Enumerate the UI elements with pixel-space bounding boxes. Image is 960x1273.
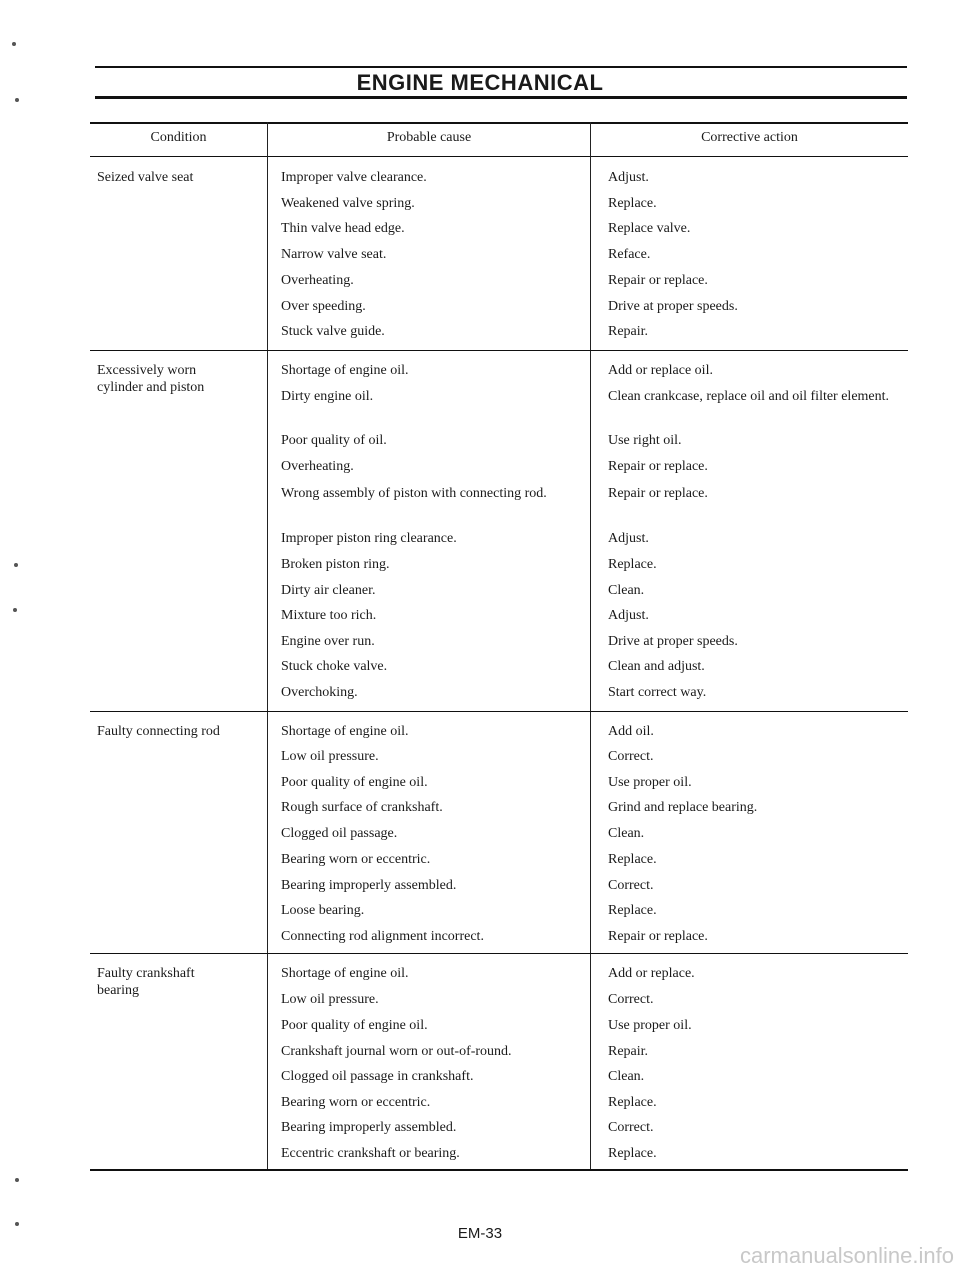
action-text: Add oil. [608, 724, 654, 739]
condition-label: Faulty connecting rod [97, 724, 220, 739]
cause-text: Overheating. [281, 459, 354, 474]
cause-text: Overchoking. [281, 685, 358, 700]
action-text: Reface. [608, 247, 651, 262]
action-text: Repair or replace. [608, 273, 708, 288]
cause-text: Low oil pressure. [281, 992, 379, 1007]
cause-text: Improper piston ring clearance. [281, 531, 457, 546]
cause-text: Engine over run. [281, 634, 375, 649]
table-top-rule [90, 122, 908, 124]
cause-text: Bearing improperly assembled. [281, 878, 457, 893]
action-text: Use right oil. [608, 433, 682, 448]
cause-text: Rough surface of crankshaft. [281, 800, 443, 815]
cause-text: Shortage of engine oil. [281, 363, 409, 378]
cause-text: Clogged oil passage. [281, 826, 398, 841]
cause-text: Loose bearing. [281, 903, 365, 918]
action-text: Use proper oil. [608, 1018, 692, 1033]
column-divider-1 [267, 122, 268, 1170]
cause-text: Thin valve head edge. [281, 221, 405, 236]
cause-text: Improper valve clearance. [281, 170, 427, 185]
cause-text: Bearing improperly assembled. [281, 1120, 457, 1135]
cause-text: Stuck choke valve. [281, 659, 388, 674]
cause-text: Weakened valve spring. [281, 196, 415, 211]
cause-text: Poor quality of engine oil. [281, 775, 428, 790]
title-bottom-rule [95, 96, 907, 99]
title-top-rule [95, 66, 907, 68]
action-text: Replace. [608, 903, 657, 918]
cause-text: Dirty air cleaner. [281, 583, 376, 598]
header-condition: Condition [150, 130, 207, 145]
action-text: Correct. [608, 1120, 654, 1135]
condition-label: Faulty crankshaft bearing [97, 966, 195, 998]
cause-text: Dirty engine oil. [281, 389, 374, 404]
group-separator [90, 350, 908, 351]
cause-text: Wrong assembly of piston with connecting rod. [281, 486, 547, 501]
cause-text: Connecting rod alignment incorrect. [281, 929, 484, 944]
cause-text: Broken piston ring. [281, 557, 390, 572]
action-text: Start correct way. [608, 685, 707, 700]
cause-text: Shortage of engine oil. [281, 724, 409, 739]
watermark: carmanualsonline.info [739, 1243, 954, 1268]
action-text: Clean. [608, 826, 645, 841]
action-text: Correct. [608, 992, 654, 1007]
scan-speck [15, 98, 19, 102]
cause-text: Bearing worn or eccentric. [281, 1095, 431, 1110]
action-text: Correct. [608, 878, 654, 893]
action-text: Replace. [608, 1146, 657, 1161]
action-text: Correct. [608, 749, 654, 764]
action-text: Clean. [608, 1069, 645, 1084]
cause-text: Stuck valve guide. [281, 324, 385, 339]
action-text: Replace. [608, 852, 657, 867]
action-text: Clean and adjust. [608, 659, 705, 674]
cause-text: Eccentric crankshaft or bearing. [281, 1146, 460, 1161]
scan-speck [12, 42, 16, 46]
page-title: ENGINE MECHANICAL [356, 70, 604, 95]
page-number: EM-33 [457, 1225, 503, 1242]
scan-speck [14, 563, 18, 567]
header-bottom-rule [90, 156, 908, 157]
cause-text: Poor quality of engine oil. [281, 1018, 428, 1033]
action-text: Replace. [608, 196, 657, 211]
column-divider-2 [590, 122, 591, 1170]
condition-label: Seized valve seat [97, 170, 194, 185]
action-text: Drive at proper speeds. [608, 634, 738, 649]
header-corrective-action: Corrective action [701, 130, 798, 145]
action-text: Repair or replace. [608, 486, 708, 501]
cause-text: Poor quality of oil. [281, 433, 387, 448]
cause-text: Clogged oil passage in crankshaft. [281, 1069, 474, 1084]
action-text: Repair or replace. [608, 929, 708, 944]
cause-text: Low oil pressure. [281, 749, 379, 764]
group-separator [90, 953, 908, 954]
action-text: Grind and replace bearing. [608, 800, 758, 815]
action-text: Repair or replace. [608, 459, 708, 474]
cause-text: Mixture too rich. [281, 608, 377, 623]
cause-text: Shortage of engine oil. [281, 966, 409, 981]
action-text: Adjust. [608, 531, 649, 546]
group-separator [90, 711, 908, 712]
cause-text: Crankshaft journal worn or out-of-round. [281, 1044, 512, 1059]
scan-speck [15, 1178, 19, 1182]
action-text: Adjust. [608, 170, 649, 185]
action-text: Clean. [608, 583, 645, 598]
cause-text: Over speeding. [281, 299, 366, 314]
action-text: Adjust. [608, 608, 649, 623]
cause-text: Bearing worn or eccentric. [281, 852, 431, 867]
action-text: Replace valve. [608, 221, 691, 236]
condition-label: Excessively worn cylinder and piston [97, 363, 205, 395]
action-text: Repair. [608, 1044, 649, 1059]
action-text: Replace. [608, 557, 657, 572]
header-probable-cause: Probable cause [386, 130, 472, 145]
action-text: Add or replace oil. [608, 363, 713, 378]
action-text: Replace. [608, 1095, 657, 1110]
table-bottom-rule [90, 1169, 908, 1171]
cause-text: Overheating. [281, 273, 354, 288]
action-text: Use proper oil. [608, 775, 692, 790]
scan-speck [13, 608, 17, 612]
action-text: Add or replace. [608, 966, 695, 981]
cause-text: Narrow valve seat. [281, 247, 387, 262]
action-text: Clean crankcase, replace oil and oil filter element. [608, 389, 890, 404]
action-text: Drive at proper speeds. [608, 299, 738, 314]
action-text: Repair. [608, 324, 649, 339]
